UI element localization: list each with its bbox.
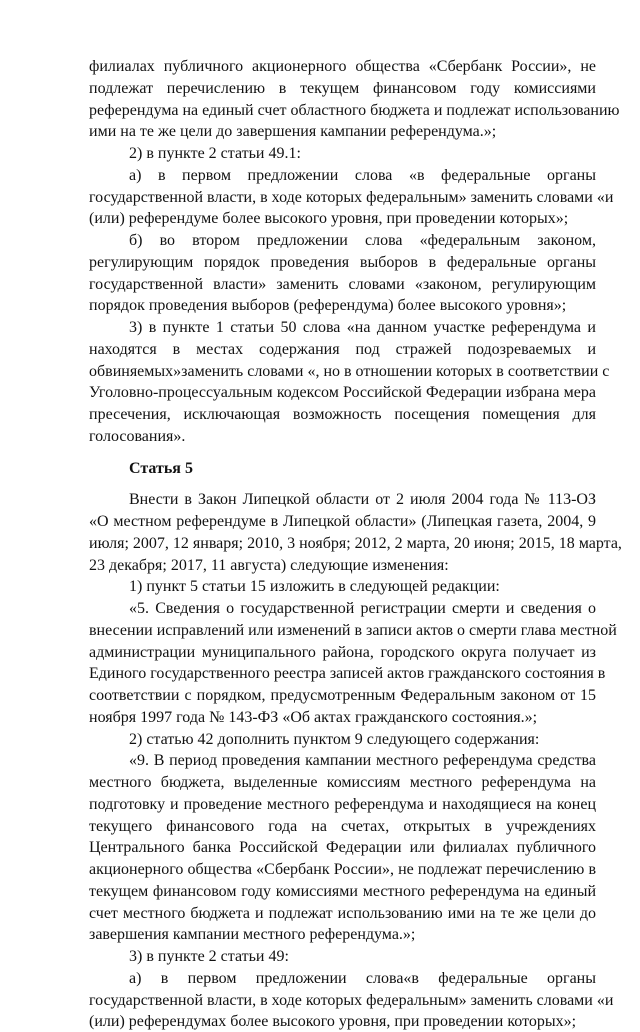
text-line: находятся в местах содержания под стражей подозреваемых и <box>89 341 596 358</box>
text-line: «5. Сведения о государственной регистрации смерти и сведения о <box>129 600 596 617</box>
text-line: «9. В период проведения кампании местного референдума средства <box>129 752 596 769</box>
text-line: 23 декабря; 2017, 11 августа) следующие изменения: <box>89 557 449 574</box>
text-line: регулирующим порядок проведения выборов в федеральные органы <box>89 254 596 271</box>
text-line: (или) референдумах более высокого уровня, при проведении которых»; <box>89 1013 577 1030</box>
text-line: порядок проведения выборов (референдума) более высокого уровня»; <box>89 297 567 314</box>
text-line: Единого государственного реестра записей актов гражданского состояния в <box>89 665 606 682</box>
section-heading: Статья 5 <box>129 460 193 477</box>
text-line: государственной власти» заменить словами «законом, регулирующим <box>89 276 596 293</box>
text-line: голосования». <box>89 428 186 445</box>
text-line: 1) пункт 5 статьи 15 изложить в следующей редакции: <box>129 578 500 595</box>
text-line: пресечения, исключающая возможность посещения помещения для <box>89 406 596 423</box>
text-line: 2) в пункте 2 статьи 49.1: <box>129 145 301 162</box>
text-line: июля; 2007, 12 января; 2010, 3 ноября; 2012, 2 марта, 20 июня; 2015, 18 марта, <box>89 535 622 552</box>
text-line: 3) в пункте 1 статьи 50 слова «на данном участке референдума и <box>129 319 596 336</box>
text-line: (или) референдуме более высокого уровня, при проведении которых»; <box>89 210 569 227</box>
text-line: а) в первом предложении слова«в федеральные органы <box>129 970 596 987</box>
text-line: ими на те же цели до завершения кампании референдума.»; <box>89 123 497 140</box>
text-line: текущем финансовом году комиссиями местного референдума на единый <box>89 883 596 900</box>
text-line: а) в первом предложении слова «в федеральные органы <box>129 167 596 184</box>
text-line: подготовку и проведение местного референдума и находящиеся на конец <box>89 796 596 813</box>
text-line: б) во втором предложении слова «федеральным законом, <box>129 232 596 249</box>
text-line: акционерного общества «Сбербанк России», не подлежат перечислению в <box>89 861 596 878</box>
text-line: завершения кампании местного референдума.»; <box>89 926 416 943</box>
text-line: референдума на единый счет областного бюджета и подлежат использованию <box>89 102 620 119</box>
text-line: обвиняемых»заменить словами «, но в отношении которых в соответствии с <box>89 363 610 380</box>
text-line: местного бюджета, выделенные комиссиям местного референдума на <box>89 774 596 791</box>
text-line: счет местного бюджета и подлежат использованию ими на те же цели до <box>89 905 596 922</box>
text-line: подлежат перечислению в текущем финансовом году комиссиями <box>89 80 596 97</box>
text-line: соответствии с порядком, предусмотренным Федеральным законом от 15 <box>89 687 596 704</box>
text-line: 2) статью 42 дополнить пунктом 9 следующего содержания: <box>129 731 540 748</box>
text-line: Центрального банка Российской Федерации или филиалах публичного <box>89 839 596 856</box>
text-line: Уголовно-процессуальным кодексом Российской Федерации избрана мера <box>89 384 596 401</box>
text-line: внесении исправлений или изменений в записи актов о смерти глава местной <box>89 622 617 639</box>
text-line: государственной власти, в ходе которых федеральным» заменить словами «и <box>89 992 614 1009</box>
text-line: ноября 1997 года № 143-ФЗ «Об актах гражданского состояния.»; <box>89 709 538 726</box>
text-line: 3) в пункте 2 статьи 49: <box>129 948 289 965</box>
text-line: текущего финансового года на счетах, открытых в учреждениях <box>89 818 596 835</box>
text-line: филиалах публичного акционерного общества «Сбербанк России», не <box>89 58 596 75</box>
text-line: администрации муниципального района, городского округа получает из <box>89 644 596 661</box>
text-line: «О местном референдуме в Липецкой области» (Липецкая газета, 2004, 9 <box>89 513 596 530</box>
text-line: Внести в Закон Липецкой области от 2 июля 2004 года № 113-ОЗ <box>129 491 596 508</box>
text-line: государственной власти, в ходе которых федеральным» заменить словами «и <box>89 189 614 206</box>
